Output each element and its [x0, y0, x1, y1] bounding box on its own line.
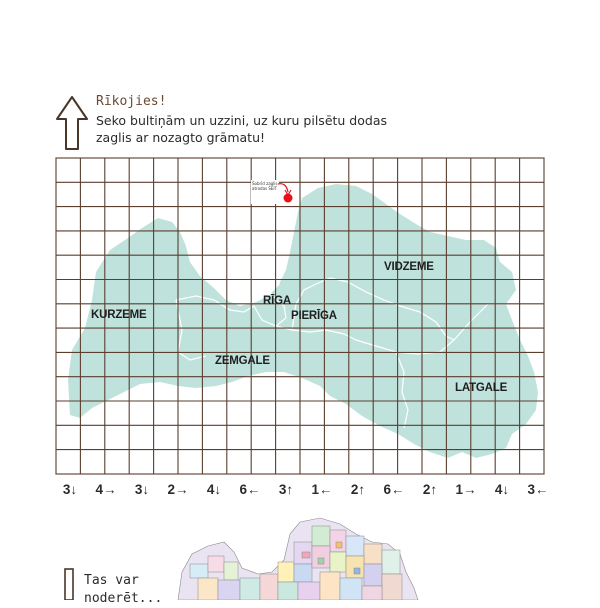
direction-step: 4↓ [206, 482, 222, 497]
direction-step: 6← [383, 482, 405, 497]
instruction-line-1: Seko bultiņām un uzzini, uz kuru pilsētu dodas [96, 113, 387, 128]
footer-title-line-2: noderēt... [84, 591, 163, 606]
region-latgale: LATGALE [455, 382, 508, 394]
direction-sequence [56, 482, 549, 500]
region-vidzeme: VIDZEME [384, 261, 434, 273]
direction-step: 6← [239, 482, 261, 497]
direction-step: 3↑ [278, 482, 294, 497]
direction-step: 1← [311, 482, 333, 497]
note-arrow-icon [278, 184, 288, 192]
exclamation-icon [62, 568, 76, 600]
region-pieriga: PIERĪGA [291, 310, 337, 322]
direction-step: 3← [527, 482, 549, 497]
footer-title [84, 572, 162, 608]
thief-marker [284, 194, 293, 203]
direction-step: 2↑ [350, 482, 366, 497]
direction-step: 4↓ [494, 482, 510, 497]
instruction-line-2: zaglis ar nozagto grāmatu! [96, 130, 266, 145]
direction-step: 1→ [455, 482, 477, 497]
footer-title-line-1: Tas var [84, 573, 139, 588]
region-riga: RĪGA [263, 295, 291, 307]
activity-title: Rīkojies! [96, 94, 167, 109]
region-zemgale: ZEMGALE [215, 355, 270, 367]
municipalities-map [168, 512, 428, 600]
direction-step: 3↓ [134, 482, 150, 497]
direction-step: 4→ [95, 482, 117, 497]
region-kurzeme: KURZEME [91, 309, 147, 321]
direction-step: 3↓ [62, 482, 78, 497]
start-note: Šobrīd zaglis atrodas ŠEIT [252, 181, 278, 191]
direction-step: 2↑ [422, 482, 438, 497]
direction-step: 2→ [167, 482, 189, 497]
